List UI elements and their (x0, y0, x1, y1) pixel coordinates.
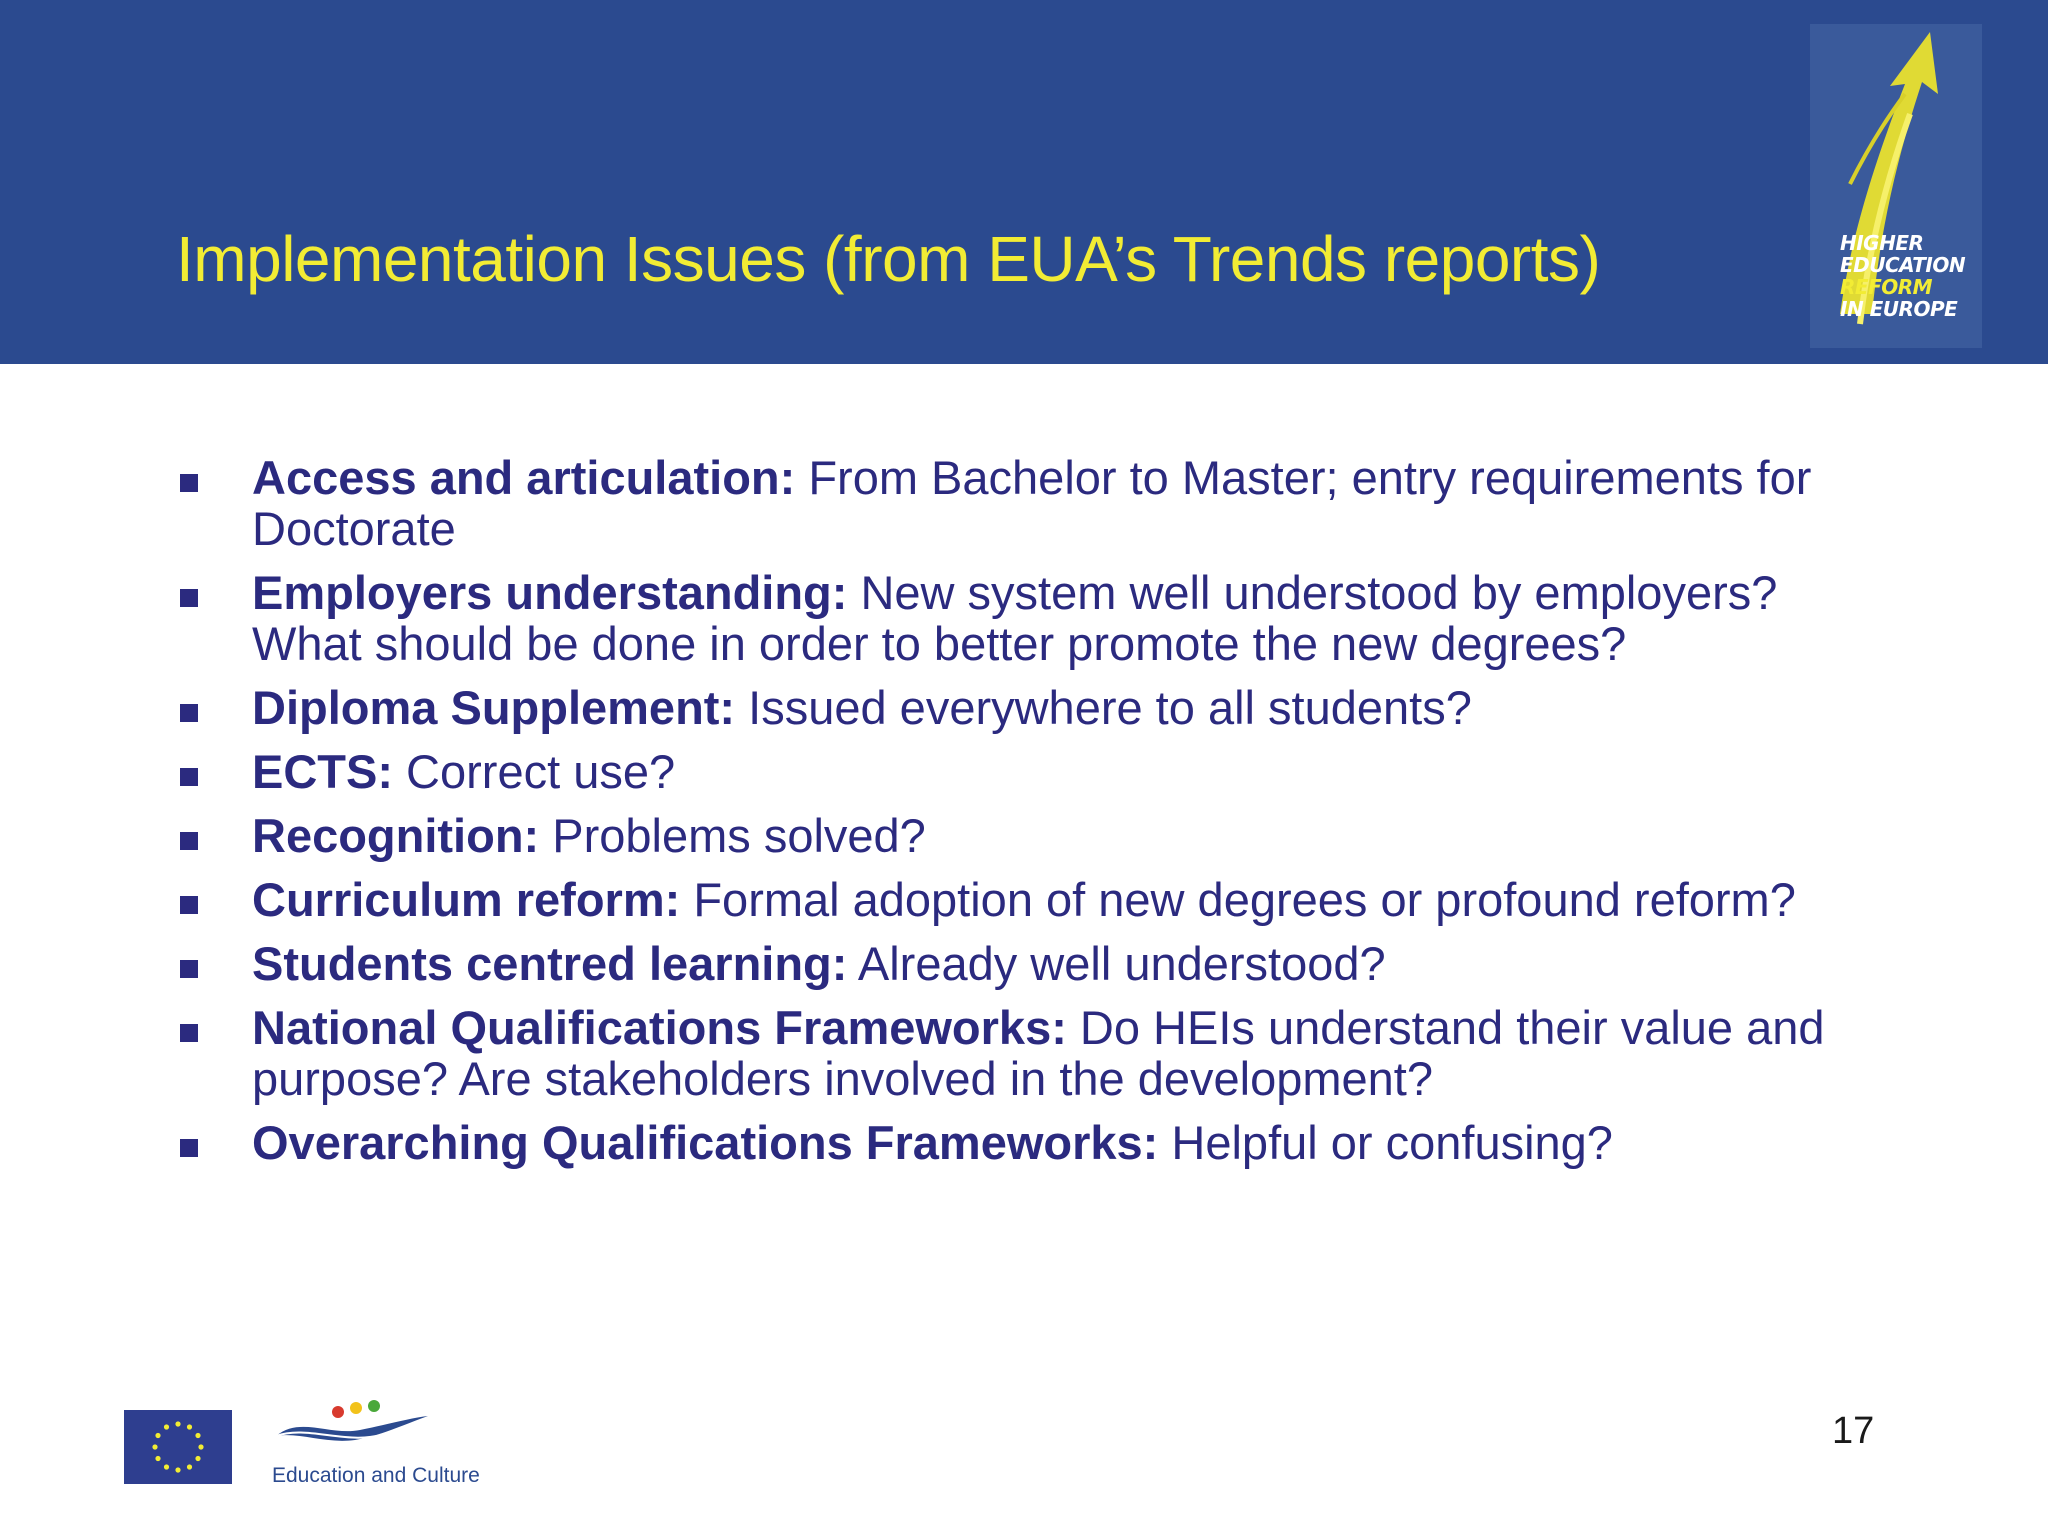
list-item: Access and articulation: From Bachelor to Master; entry requirements for Doctorate (180, 452, 1900, 554)
header-band (0, 0, 2048, 364)
education-and-culture-logo (270, 1396, 490, 1496)
higher-education-reform-logo (1810, 24, 1982, 348)
square-bullet-icon (180, 896, 198, 914)
list-item: ECTS: Correct use? (180, 746, 1900, 797)
issues-list (180, 452, 1900, 1181)
page-number: 17 (1832, 1410, 1875, 1452)
square-bullet-icon (180, 589, 198, 607)
list-item: Diploma Supplement: Issued everywhere to all students? (180, 682, 1900, 733)
square-bullet-icon (180, 768, 198, 786)
square-bullet-icon (180, 474, 198, 492)
list-item: Curriculum reform: Formal adoption of new degrees or profound reform? (180, 874, 1900, 925)
square-bullet-icon (180, 832, 198, 850)
list-item: Students centred learning: Already well understood? (180, 938, 1900, 989)
list-item: Overarching Qualifications Frameworks: Helpful or confusing? (180, 1117, 1900, 1168)
list-item: Recognition: Problems solved? (180, 810, 1900, 861)
square-bullet-icon (180, 1024, 198, 1042)
logo-text: HIGHER EDUCATION REFORM IN EUROPE (1840, 231, 1966, 321)
page-title: Implementation Issues (from EUA’s Trends reports) (176, 223, 1601, 295)
square-bullet-icon (180, 704, 198, 722)
ec-swoosh-icon (270, 1396, 490, 1466)
square-bullet-icon (180, 1139, 198, 1157)
list-item: Employers understanding: New system well understood by employers? What should be done in order to better promote the new degrees? (180, 567, 1900, 669)
square-bullet-icon (180, 960, 198, 978)
eu-flag-icon (124, 1410, 232, 1484)
ec-caption: Education and Culture (272, 1464, 480, 1487)
list-item: National Qualifications Frameworks: Do HEIs understand their value and purpose? Are stakeholders involved in the development? (180, 1002, 1900, 1104)
